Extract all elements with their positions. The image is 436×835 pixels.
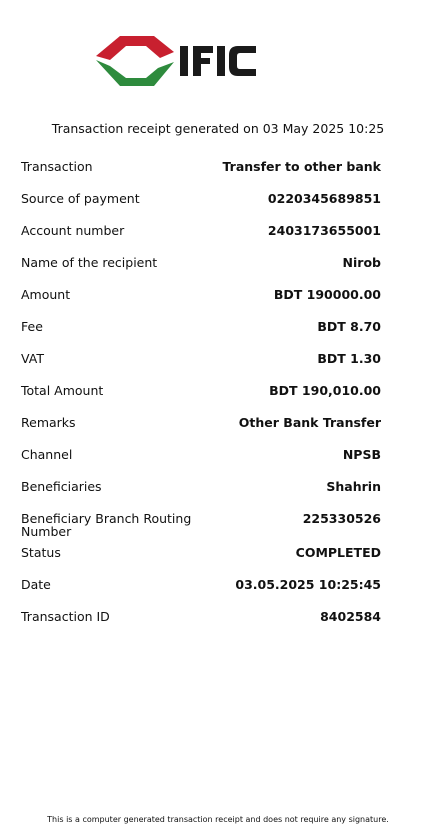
footer-disclaimer: This is a computer generated transaction receipt and does not require any signature.	[47, 815, 389, 824]
value-total-amount: BDT 190,010.00	[269, 383, 381, 398]
row-transaction-id	[21, 602, 381, 634]
label-status: Status	[21, 545, 61, 560]
value-transaction-id: 8402584	[320, 609, 381, 624]
row-account-number	[21, 216, 381, 248]
receipt-generated-text: Transaction receipt generated on 03 May 2025 10:25	[51, 121, 385, 136]
label-remarks: Remarks	[21, 415, 76, 430]
value-account-number: 2403173655001	[267, 223, 381, 238]
label-vat: VAT	[21, 351, 44, 366]
row-source-of-payment	[21, 184, 381, 216]
label-recipient-name: Name of the recipient	[21, 255, 158, 270]
row-recipient-name	[21, 248, 381, 280]
row-total-amount	[21, 376, 381, 408]
value-remarks: Other Bank Transfer	[238, 415, 381, 430]
label-beneficiaries: Beneficiaries	[21, 479, 102, 494]
row-beneficiary-routing	[21, 504, 381, 538]
label-total-amount: Total Amount	[21, 383, 104, 398]
value-date: 03.05.2025 10:25:45	[235, 577, 381, 592]
value-amount: BDT 190000.00	[273, 287, 381, 302]
label-channel: Channel	[21, 447, 73, 462]
label-fee: Fee	[21, 319, 43, 334]
ific-logo	[96, 32, 258, 90]
value-fee: BDT 8.70	[317, 319, 381, 334]
value-channel: NPSB	[342, 447, 381, 462]
value-transaction: Transfer to other bank	[222, 159, 381, 174]
row-transaction	[21, 152, 381, 184]
row-status	[21, 538, 381, 570]
row-channel	[21, 440, 381, 472]
ific-logo-letters	[180, 46, 256, 76]
label-account-number: Account number	[21, 223, 125, 238]
row-date	[21, 570, 381, 602]
value-beneficiary-routing: 225330526	[302, 511, 381, 526]
label-beneficiary-routing: Beneficiary Branch Routing Number	[21, 511, 192, 539]
value-beneficiaries: Shahrin	[326, 479, 381, 494]
label-transaction: Transaction	[21, 159, 93, 174]
label-date: Date	[21, 577, 51, 592]
label-amount: Amount	[21, 287, 71, 302]
row-fee	[21, 312, 381, 344]
row-amount	[21, 280, 381, 312]
row-remarks	[21, 408, 381, 440]
value-vat: BDT 1.30	[317, 351, 381, 366]
value-recipient-name: Nirob	[342, 255, 381, 270]
ific-logo-graphic	[96, 32, 258, 90]
label-source-of-payment: Source of payment	[21, 191, 140, 206]
value-status: COMPLETED	[295, 545, 381, 560]
label-transaction-id: Transaction ID	[21, 609, 110, 624]
receipt-details	[21, 152, 381, 634]
row-vat	[21, 344, 381, 376]
value-source-of-payment: 0220345689851	[267, 191, 381, 206]
row-beneficiaries	[21, 472, 381, 504]
